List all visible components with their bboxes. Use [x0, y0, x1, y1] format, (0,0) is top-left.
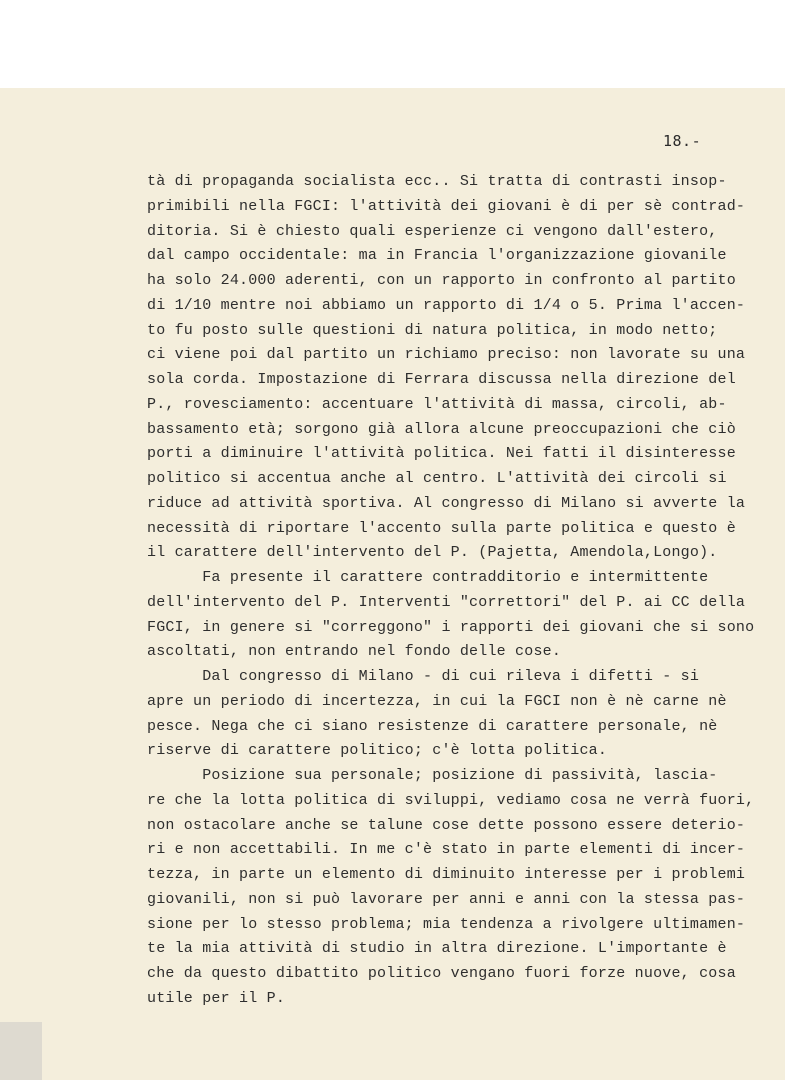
- text-line: pesce. Nega che ci siano resistenze di carattere personale, nè: [147, 717, 718, 735]
- typewritten-page: [0, 88, 785, 1080]
- text-line: ci viene poi dal partito un richiamo preciso: non lavorate su una: [147, 346, 746, 364]
- text-line: sola corda. Impostazione di Ferrara discussa nella direzione del: [147, 371, 736, 388]
- text-line: non ostacolare anche se talune cose dette possono essere deterio-: [147, 816, 746, 834]
- text-line: re che la lotta politica di sviluppi, vediamo cosa ne verrà fuori,: [147, 791, 755, 809]
- body-text: [147, 170, 772, 1012]
- text-line: to fu posto sulle questioni di natura politica, in modo netto;: [147, 321, 718, 339]
- text-line: FGCI, in genere si "correggono" i rapporti dei giovani che si sono: [147, 618, 755, 636]
- text-line: Dal congresso di Milano - di cui rileva i difetti - si: [147, 668, 700, 685]
- scan-corner-mark: [0, 1022, 42, 1080]
- text-line: apre un periodo di incertezza, in cui la FGCI non è nè carne nè: [147, 692, 727, 710]
- text-line: ditoria. Si è chiesto quali esperienze ci vengono dall'estero,: [147, 222, 718, 240]
- text-line: ascoltati, non entrando nel fondo delle cose.: [147, 643, 562, 661]
- text-line: dell'intervento del P. Interventi "correttori" del P. ai CC della: [147, 593, 746, 611]
- text-line: politico si accentua anche al centro. L'attività dei circoli si: [147, 470, 727, 487]
- text-line: primibili nella FGCI: l'attività dei giovani è di per sè contrad-: [147, 197, 746, 215]
- text-line: ha solo 24.000 aderenti, con un rapporto in confronto al partito: [147, 272, 736, 289]
- text-line: porti a diminuire l'attività politica. Nei fatti il disinteresse: [147, 445, 736, 463]
- text-line: dal campo occidentale: ma in Francia l'organizzazione giovanile: [147, 247, 727, 265]
- text-line: te la mia attività di studio in altra direzione. L'importante è: [147, 940, 727, 958]
- text-line: tà di propaganda socialista ecc.. Si tratta di contrasti insop-: [147, 173, 727, 190]
- text-line: che da questo dibattito politico vengano fuori forze nuove, cosa: [147, 965, 736, 982]
- text-line: Fa presente il carattere contradditorio e intermittente: [147, 569, 709, 586]
- text-line: necessità di riportare l'accento sulla parte politica e questo è: [147, 519, 736, 537]
- text-line: P., rovesciamento: accentuare l'attività di massa, circoli, ab-: [147, 395, 727, 413]
- text-line: di 1/10 mentre noi abbiamo un rapporto di 1/4 o 5. Prima l'accen-: [147, 296, 746, 314]
- text-line: giovanili, non si può lavorare per anni e anni con la stessa pas-: [147, 890, 746, 908]
- text-line: tezza, in parte un elemento di diminuito interesse per i problemi: [147, 866, 746, 883]
- text-line: riduce ad attività sportiva. Al congresso di Milano si avverte la: [147, 494, 746, 512]
- text-line: il carattere dell'intervento del P. (Pajetta, Amendola,Longo).: [147, 544, 718, 562]
- text-line: Posizione sua personale; posizione di passività, lascia-: [147, 767, 718, 784]
- text-line: utile per il P.: [147, 989, 286, 1007]
- page-number: 18.-: [663, 132, 702, 150]
- text-line: bassamento età; sorgono già allora alcune preoccupazioni che ciò: [147, 420, 736, 438]
- text-line: ri e non accettabili. In me c'è stato in parte elementi di incer-: [147, 841, 746, 859]
- text-line: riserve di carattere politico; c'è lotta politica.: [147, 742, 608, 760]
- text-line: sione per lo stesso problema; mia tendenza a rivolgere ultimamen-: [147, 915, 746, 933]
